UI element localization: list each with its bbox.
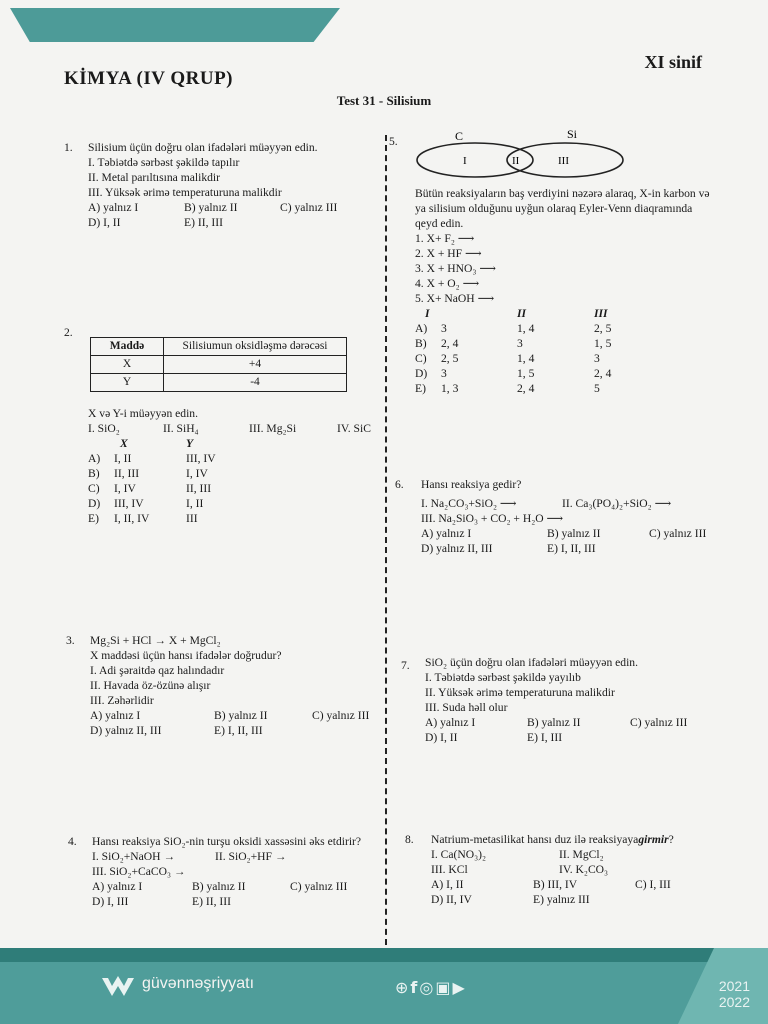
question-number: 5. (389, 135, 398, 148)
option-col3: 5 (594, 382, 600, 395)
option-d[interactable]: D) yalnız II, III (90, 724, 162, 737)
option-letter: D) (415, 367, 428, 380)
compound-item: III. Mg₂Si (249, 422, 297, 435)
option-letter: B) (88, 467, 100, 480)
euler-venn-diagram (415, 130, 625, 182)
statement: I. Adi şəraitdə qaz halındadır (90, 664, 225, 677)
option-y: III, IV (186, 452, 216, 465)
question-2 (64, 325, 378, 526)
answer-options (415, 321, 715, 396)
year-range (719, 978, 750, 1010)
option-b[interactable]: B) III, IV (533, 878, 578, 891)
column-header: I (425, 307, 430, 320)
option-e[interactable]: E) I, III (527, 731, 563, 744)
option-col2: 1, 5 (517, 367, 535, 380)
option-d[interactable]: D) yalnız II, III (421, 542, 493, 555)
option-x: I, II (114, 452, 132, 465)
option-b[interactable] (88, 466, 378, 481)
question-7 (401, 655, 725, 745)
statement: II. Havada öz-özünə alışır (90, 679, 211, 692)
option-e[interactable] (415, 381, 715, 396)
question-stem: Hansı reaksiya gedir? (421, 478, 522, 491)
option-letter: C) (88, 482, 100, 495)
column-header-x: X (120, 437, 128, 450)
option-letter: E) (88, 512, 99, 525)
question-5 (389, 130, 715, 396)
play-icon[interactable]: ▶ (452, 978, 467, 997)
question-stem: X maddəsi üçün hansı ifadələr doğrudur? (90, 649, 282, 662)
table-cell: +4 (164, 356, 347, 374)
question-stem: Bütün reaksiyaların baş verdiyini nəzərə alaraq, X-in karbon və ya silisium olduğunu uyğun olaraq Eyler-Venn diaqramında qeyd edin. (415, 187, 710, 230)
compound-item: II. SiH₄ (163, 422, 199, 435)
column-header: II (517, 307, 527, 320)
option-d[interactable] (88, 496, 378, 511)
venn-label-si: Si (567, 130, 578, 141)
option-col3: 2, 5 (594, 322, 612, 335)
answer-options (88, 451, 378, 526)
option-e[interactable] (88, 511, 378, 526)
question-stem: SiO₂ üçün doğru olan ifadələri müəyyən edin. (425, 656, 638, 669)
compound-item: IV. SiC (337, 422, 371, 435)
venn-label-c: C (455, 130, 464, 143)
option-col3: 2, 4 (594, 367, 612, 380)
column-header: III (594, 307, 608, 320)
option-d[interactable]: D) I, II (88, 216, 121, 229)
option-a[interactable] (88, 451, 378, 466)
subject-title: KİMYA (IV QRUP) (64, 68, 234, 89)
option-y: III (186, 512, 198, 525)
option-b[interactable]: B) yalnız II (527, 716, 581, 729)
option-letter: A) (88, 452, 101, 465)
option-b[interactable]: B) yalnız II (214, 709, 268, 722)
option-col3: 3 (594, 352, 600, 365)
question-3 (66, 633, 380, 738)
reaction-item: II. SiO₂+HF → (215, 850, 287, 863)
reaction-item: II. Ca₃(PO₄)₂+SiO₂ ⟶ (562, 497, 672, 510)
option-col1: 3 (441, 322, 447, 335)
option-col2: 1, 4 (517, 322, 535, 335)
table-header: Maddə (91, 338, 164, 356)
option-letter: E) (415, 382, 426, 395)
venn-region-2: II (512, 155, 520, 167)
option-x: I, II, IV (114, 512, 150, 525)
option-d[interactable] (415, 366, 715, 381)
option-e[interactable]: E) yalnız III (533, 893, 590, 906)
reaction-item: III. Na₂SiO₃ + CO₂ + H₂O ⟶ (421, 512, 564, 525)
column-header-y: Y (186, 437, 194, 450)
statement: II. Yüksək ərimə temperaturuna malikdir (425, 686, 615, 699)
option-c[interactable]: C) yalnız III (630, 716, 688, 729)
option-a[interactable]: A) I, II (431, 878, 464, 891)
option-c[interactable]: C) yalnız III (649, 527, 707, 540)
option-e[interactable]: E) II, III (192, 895, 231, 908)
stem-emphasis: girmir (638, 833, 669, 846)
stem-text: Natrium-metasilikat hansı duz ilə reaksiyaya (431, 833, 639, 846)
salt-item: IV. K₂CO₃ (559, 863, 609, 876)
youtube-icon[interactable]: ▣ (435, 978, 453, 997)
option-b[interactable]: B) yalnız II (184, 201, 238, 214)
reaction-item: 1. X+ F₂ ⟶ (415, 232, 475, 245)
header-band (10, 8, 340, 42)
salt-item: I. Ca(NO₃)₂ (431, 848, 487, 861)
option-d[interactable]: D) II, IV (431, 893, 472, 906)
reaction-item: 4. X + O₂ ⟶ (415, 277, 480, 290)
statement: I. Təbiətdə sərbəst şəkildə yayılıb (425, 671, 581, 684)
venn-region-1: I (463, 155, 467, 167)
year-end: 2022 (718, 994, 750, 1010)
reaction-item: I. Na₂CO₃+SiO₂ ⟶ (421, 497, 517, 510)
option-e[interactable]: E) I, II, III (214, 724, 263, 737)
option-b[interactable]: B) yalnız II (547, 527, 601, 540)
reaction-item: III. SiO₂+CaCO₃ → (92, 865, 186, 878)
option-a[interactable]: A) yalnız I (425, 716, 476, 729)
stem-text: ? (668, 833, 674, 846)
option-y: I, IV (186, 467, 208, 480)
salt-item: II. MgCl₂ (559, 848, 604, 861)
option-e[interactable]: E) II, III (184, 216, 223, 229)
option-y: I, II (186, 497, 204, 510)
year-start: 2021 (718, 978, 750, 994)
option-x: III, IV (114, 497, 144, 510)
question-8 (405, 832, 731, 907)
question-number: 6. (395, 478, 404, 491)
table-cell: -4 (164, 374, 347, 392)
option-col1: 1, 3 (441, 382, 459, 395)
globe-icon[interactable]: ⊕ (395, 978, 411, 997)
option-a[interactable]: A) yalnız I (92, 880, 143, 893)
option-a[interactable]: A) yalnız I (421, 527, 472, 540)
option-x: I, IV (114, 482, 136, 495)
question-1 (64, 140, 378, 230)
option-a[interactable]: A) yalnız I (90, 709, 141, 722)
option-c[interactable]: C) I, III (635, 878, 671, 891)
facebook-icon[interactable]: f (410, 978, 420, 997)
publisher-name: güvənnəşriyyatı (142, 975, 255, 992)
reaction-item: I. SiO₂+NaOH → (92, 850, 176, 863)
statement: II. Metal parıltısına malikdir (88, 171, 221, 184)
option-c[interactable] (88, 481, 378, 496)
question-number: 4. (68, 835, 77, 848)
option-letter: C) (415, 352, 427, 365)
question-number: 7. (401, 659, 410, 672)
statement: III. Suda həll olur (425, 701, 508, 714)
venn-region-3: III (558, 155, 569, 167)
salt-item: III. KCl (431, 863, 468, 876)
reaction-item: 5. X+ NaOH ⟶ (415, 292, 495, 305)
social-links (395, 978, 467, 997)
option-d[interactable]: D) I, III (92, 895, 129, 908)
option-letter: A) (415, 322, 428, 335)
compound-item: I. SiO₂ (88, 422, 120, 435)
question-number: 2. (64, 326, 73, 339)
option-col1: 3 (441, 367, 447, 380)
test-title: Test 31 - Silisium (336, 93, 432, 108)
instagram-icon[interactable]: ◎ (419, 978, 436, 997)
option-col1: 2, 4 (441, 337, 459, 350)
statement: I. Təbiətdə sərbəst şəkildə tapılır (88, 156, 240, 169)
option-b[interactable]: B) yalnız II (192, 880, 246, 893)
option-x: II, III (114, 467, 140, 480)
reaction-item: 2. X + HF ⟶ (415, 247, 482, 260)
option-c[interactable]: C) yalnız III (290, 880, 348, 893)
question-number: 1. (64, 141, 73, 154)
question-number: 8. (405, 833, 414, 846)
option-col2: 1, 4 (517, 352, 535, 365)
option-a[interactable] (415, 321, 715, 336)
option-letter: D) (88, 497, 101, 510)
statement: III. Yüksək ərimə temperaturuna malikdir (88, 186, 282, 199)
option-d[interactable]: D) I, II (425, 731, 458, 744)
question-stem (431, 832, 731, 847)
option-e[interactable]: E) I, II, III (547, 542, 596, 555)
table-cell: Y (91, 374, 164, 392)
option-col1: 2, 5 (441, 352, 459, 365)
statement: III. Zəhərlidir (90, 694, 154, 707)
question-stem: Hansı reaksiya SiO₂-nin turşu oksidi xassəsini əks etdirir? (92, 835, 362, 848)
table-cell: X (91, 356, 164, 374)
column-divider (385, 135, 387, 955)
option-b[interactable] (415, 336, 715, 351)
option-letter: B) (415, 337, 427, 350)
reaction-item: 3. X + HNO₃ ⟶ (415, 262, 496, 275)
oxidation-table (90, 337, 347, 392)
question-4 (68, 834, 382, 909)
option-y: II, III (186, 482, 212, 495)
option-col2: 3 (517, 337, 523, 350)
question-stem: Silisium üçün doğru olan ifadələri müəyyən edin. (88, 141, 318, 154)
option-col3: 1, 5 (594, 337, 612, 350)
option-c[interactable]: C) yalnız III (312, 709, 370, 722)
option-c[interactable]: C) yalnız III (280, 201, 338, 214)
publisher-logo-icon (100, 974, 136, 1000)
question-stem: X və Y-i müəyyən edin. (88, 407, 199, 420)
footer-stripe (0, 948, 768, 962)
grade-label: XI sinif (644, 52, 702, 72)
table-header: Silisiumun oksidləşmə dərəcəsi (164, 338, 347, 356)
option-col2: 2, 4 (517, 382, 535, 395)
option-a[interactable]: A) yalnız I (88, 201, 139, 214)
question-6 (395, 477, 721, 556)
option-c[interactable] (415, 351, 715, 366)
question-number: 3. (66, 634, 75, 647)
reaction-equation: Mg₂Si + HCl → X + MgCl₂ (90, 634, 221, 647)
